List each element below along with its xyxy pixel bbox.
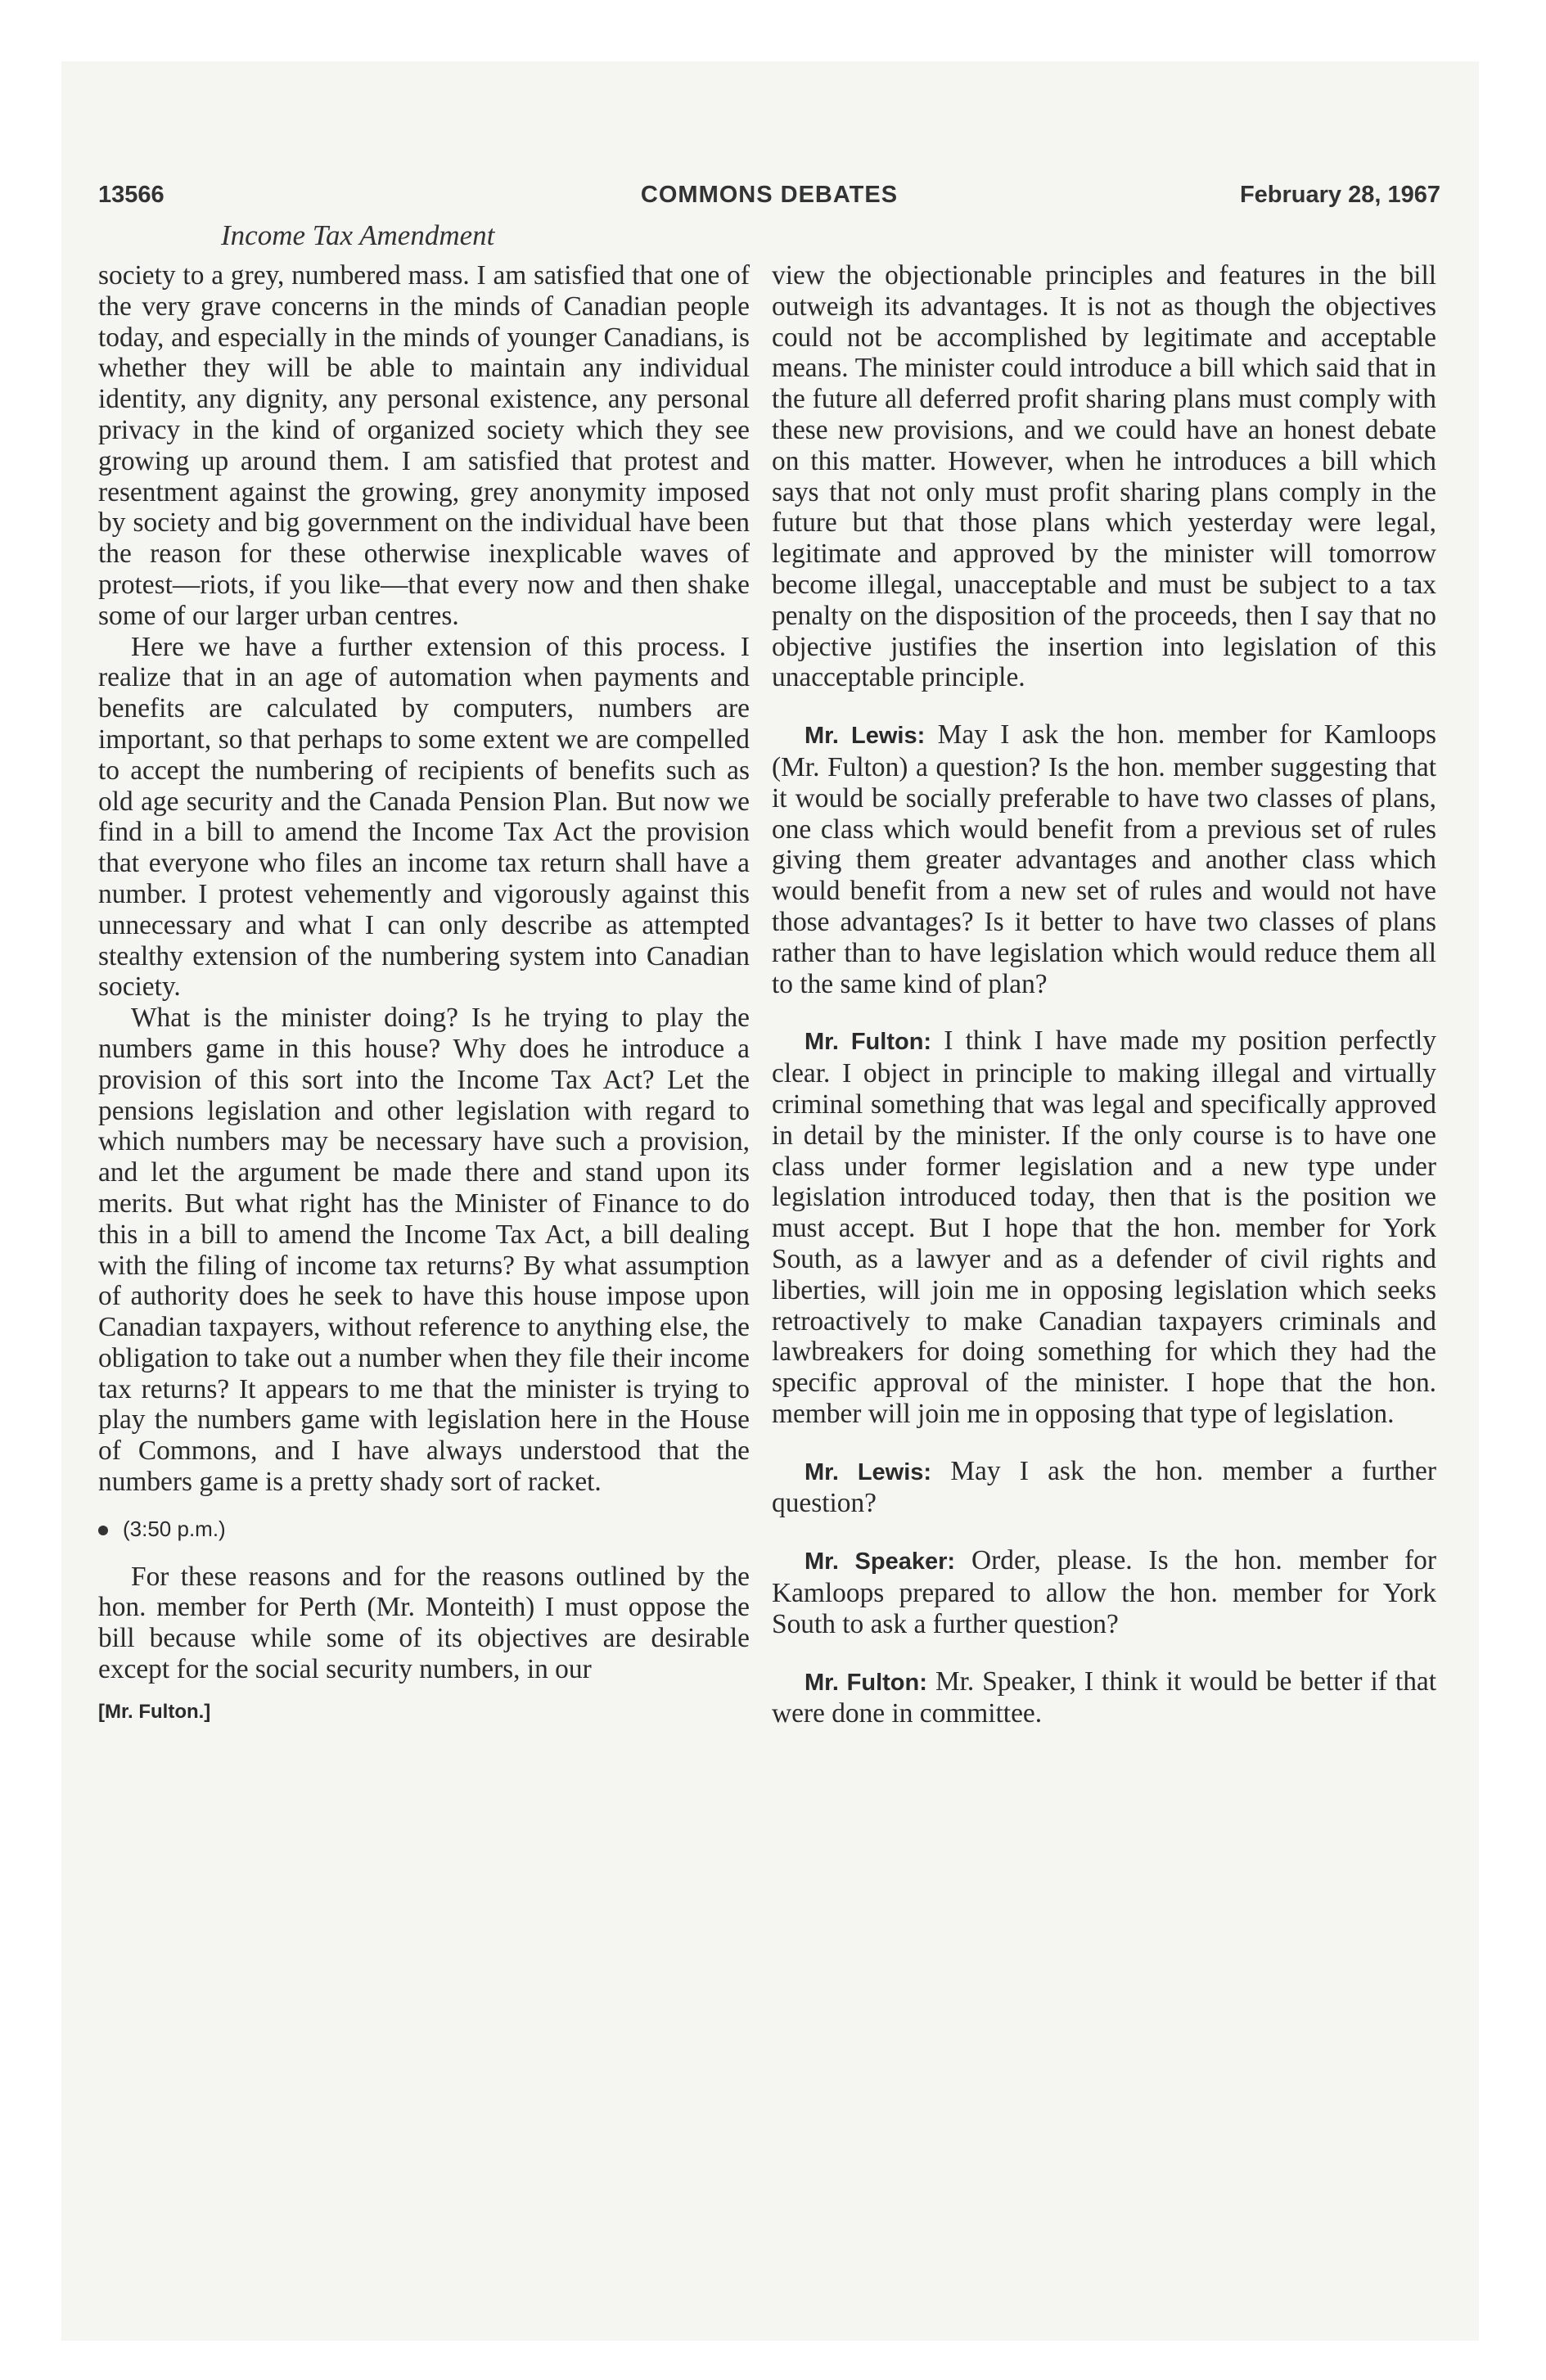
speech-text: Order, please. Is the hon. member for Kamloops prepared to allow the hon. member for York South to ask a further question? (772, 1545, 1436, 1639)
page-date: February 28, 1967 (1239, 182, 1440, 208)
speech-text: I think I have made my position perfectly clear. I object in principle to making illegal and virtually criminal something that was legal and specifically approved in detail by the minister. If the only course is to have one class under former legislation and a new type under legislation introduced today, then that is the position we must accept. But I hope that the hon. member for York South, as a lawyer and as a defender of civil rights and liberties, will join me in opposing legislation which seeks retroactively to make Canadian taxpayers criminals and lawbreakers for doing something for which they had the specific approval of the minister. I hope that the hon. member will join me in opposing that type of legislation. (772, 1025, 1436, 1429)
paragraph: What is the minister doing? Is he trying to play the numbers game in this house? Why does he introduce a provision of this sort into the Income Tax Act? Let the pensions legislation and other legislation with regard to which numbers may be necessary have such a provision, and let the argument be made there and stand upon its merits. But what right has the Minister of Finance to do this in a bill to amend the Income Tax Act, a bill dealing with the filing of income tax returns? By what assumption of authority does he seek to have this house impose upon Canadian taxpayers, without reference to anything else, the obligation to take out a number when they file their income tax returns? It appears to me that the minister is trying to play the numbers game with legislation here in the House of Commons, and I have always understood that the numbers game is a pretty shady sort of racket. (98, 1003, 750, 1498)
paragraph: society to a grey, numbered mass. I am satisfied that one of the very grave concerns in the minds of Canadian people today, and especially in the minds of younger Canadians, is whether they will be able to maintain any individual identity, any dignity, any personal existence, any personal privacy in the kind of organized society which they see growing up around them. I am satisfied that protest and resentment against the growing, grey anonymity imposed by society and big government on the individual have been the reason for these otherwise inexplicable waves of protest—riots, if you like—that every now and then shake some of our larger urban centres. (98, 260, 750, 631)
speaker-name: Mr. Fulton: (805, 1669, 927, 1696)
speaker-name: Mr. Fulton: (805, 1029, 932, 1056)
time-marker-text: (3:50 p.m.) (123, 1516, 226, 1541)
paragraph: Here we have a further extension of this process. I realize that in an age of automation when payments and benefits are calculated by computers, numbers are important, so that perhaps to some extent we are compelled to accept the numbering of recipients of benefits such as old age security and the Canada Pension Plan. But now we find in a bill to amend the Income Tax Act the provision that everyone who files an income tax return shall have a number. I protest vehemently and vigorously against this unnecessary and what I can only describe as attempted stealthy extension of the numbering system into Canadian society. (98, 631, 750, 1003)
section-subheading: Income Tax Amendment (221, 219, 495, 251)
page-footer: [Mr. Fulton.] (98, 1700, 211, 1723)
speaker-name: Mr. Lewis: (805, 1458, 932, 1485)
bullet-dot-icon (98, 1526, 108, 1535)
paragraph: view the objectionable principles and features in the bill outweigh its advantages. It is not as though the objectives could not be accomplished by legitimate and acceptable means. The minister could introduce a bill which said that in the future all deferred profit sharing plans must comply with these new provisions, and we could have an honest debate on this matter. However, when he introduces a bill which says that not only must profit sharing plans comply in the future but that those plans which yesterday were legal, legitimate and approved by the minister will tomorrow become illegal, unacceptable and must be subject to a tax penalty on the disposition of the proceeds, then I say that no objective justifies the insertion into legislation of this unacceptable principle. (772, 260, 1436, 693)
speech (772, 1666, 1436, 1730)
speaker-name: Mr. Speaker: (805, 1548, 956, 1575)
left-column (98, 260, 750, 1728)
speech-text: May I ask the hon. member a further question? (772, 1455, 1436, 1519)
speaker-name: Mr. Lewis: (805, 723, 926, 750)
speech-text: Mr. Speaker, I think it would be better if that were done in committee. (772, 1666, 1436, 1729)
publication-title: COMMONS DEBATES (640, 182, 899, 208)
page-number: 13566 (98, 182, 165, 208)
speech (772, 719, 1436, 999)
speech (772, 1025, 1436, 1429)
paragraph: For these reasons and for the reasons outlined by the hon. member for Perth (Mr. Monteith) I must oppose the bill because while some of its objectives are desirable except for the social security numbers, in our (98, 1561, 750, 1685)
right-column (772, 260, 1436, 1729)
speech-text: May I ask the hon. member for Kamloops (Mr. Fulton) a question? Is the hon. member suggesting that it would be socially preferable to have two classes of plans, one class which would benefit from a previous set of rules giving them greater advantages and another class which would benefit from a new set of rules and would not have those advantages? Is it better to have two classes of plans rather than to have legislation which would reduce them all to the same kind of plan? (772, 719, 1436, 999)
speech (772, 1456, 1436, 1520)
page-header (98, 182, 1440, 218)
speech (772, 1545, 1436, 1639)
time-marker (98, 1514, 750, 1545)
